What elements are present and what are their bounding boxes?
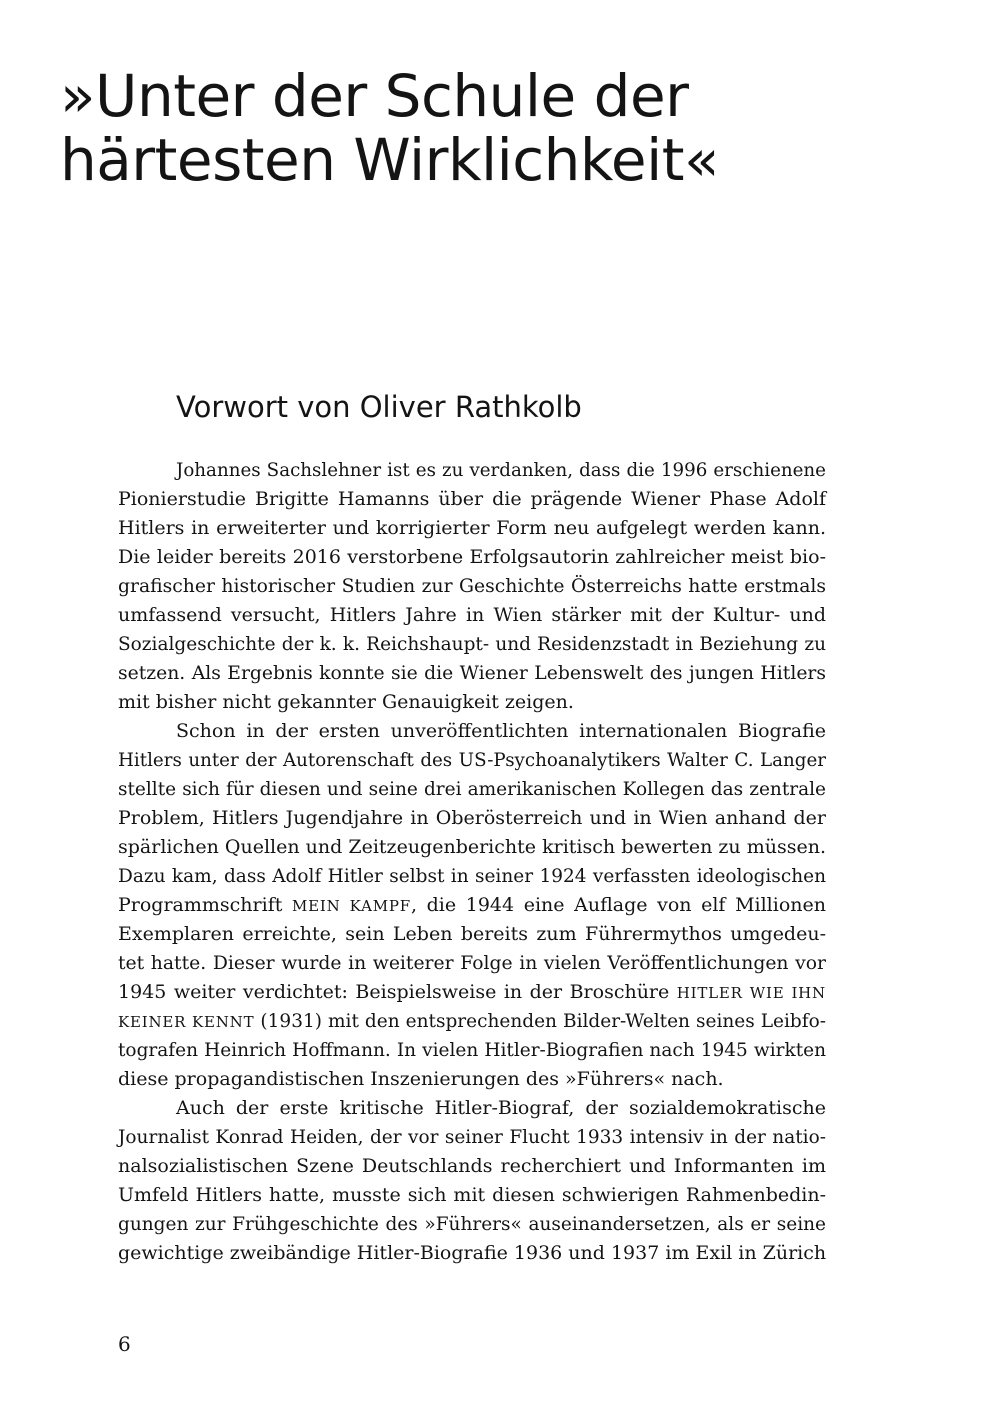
- paragraph-2: [118, 717, 826, 1094]
- text-line: Sozialgeschichte der k. k. Reichshaupt- und Residenzstadt in Beziehung zu: [118, 634, 826, 655]
- text-line: Exemplaren erreichte, sein Leben bereits zum Führermythos umgedeu-: [118, 923, 826, 945]
- text-line: spärlichen Quellen und Zeitzeugenberichte kritisch bewerten zu müssen.: [118, 836, 826, 858]
- text-line: Hitlers in erweiterter und korrigierter Form neu aufgelegt werden kann.: [118, 517, 826, 539]
- text-line: Johannes Sachslehner ist es zu verdanken, dass die 1996 erschienene: [176, 460, 826, 481]
- text-line: Pionierstudie Brigitte Hamanns über die prägende Wiener Phase Adolf: [118, 488, 826, 510]
- text-line: setzen. Als Ergebnis konnte sie die Wiener Lebenswelt des jungen Hitlers: [118, 663, 826, 684]
- text-line: stellte sich für diesen und seine drei amerikanischen Kollegen das zentrale: [118, 779, 826, 800]
- text-line: Die leider bereits 2016 verstorbene Erfolgsautorin zahlreicher meist bio-: [118, 546, 826, 568]
- text-line: gewichtige zweibändige Hitler-Biografie 1936 und 1937 im Exil in Zürich: [118, 1242, 827, 1264]
- text-line: Hitlers unter der Autorenschaft des US-Psychoanalytikers Walter C. Langer: [118, 750, 826, 771]
- text-line: Auch der erste kritische Hitler-Biograf, der sozialdemokratische: [176, 1097, 826, 1119]
- text-line: [118, 1007, 826, 1036]
- text-line: gungen zur Frühgeschichte des »Führers« auseinandersetzen, als er seine: [118, 1214, 826, 1235]
- paragraph-3: [118, 1094, 826, 1268]
- text-line: tografen Heinrich Hoffmann. In vielen Hitler-Biografien nach 1945 wirkten: [118, 1040, 826, 1061]
- text-line: Problem, Hitlers Jugendjahre in Oberösterreich und in Wien anhand der: [118, 807, 826, 829]
- text-segment: , die 1944 eine Auflage von elf Millionen: [410, 894, 826, 916]
- text-line: grafischer historischer Studien zur Geschichte Österreichs hatte erstmals: [118, 576, 826, 597]
- brochure-title: KEINER KENNT: [118, 1013, 255, 1031]
- page-number: 6: [118, 1332, 131, 1356]
- text-segment: 1945 weiter verdichtet: Beispielsweise in der Broschüre: [118, 981, 677, 1003]
- body-text: [118, 456, 826, 1268]
- text-line: Umfeld Hitlers hatte, musste sich mit diesen schwierigen Rahmenbedin-: [118, 1184, 826, 1206]
- text-segment: Programmschrift: [118, 894, 292, 916]
- book-title-mein-kampf: MEIN KAMPF: [291, 897, 411, 915]
- text-line: Journalist Konrad Heiden, der vor seiner Flucht 1933 intensiv in der natio-: [118, 1127, 826, 1148]
- text-line: diese propagandistischen Inszenierungen des »Führers« nach.: [118, 1068, 724, 1090]
- text-line: umfassend versucht, Hitlers Jahre in Wien stärker mit der Kultur- und: [118, 604, 826, 626]
- text-line: tet hatte. Dieser wurde in weiterer Folge in vielen Veröffentlichungen vor: [118, 953, 826, 974]
- brochure-title: HITLER WIE IHN: [676, 984, 826, 1002]
- chapter-title: [60, 64, 960, 192]
- text-line: [118, 978, 826, 1007]
- paragraph-1: [118, 456, 826, 717]
- text-line: nalsozialistischen Szene Deutschlands recherchiert und Informanten im: [118, 1155, 826, 1177]
- text-line: Dazu kam, dass Adolf Hitler selbst in seiner 1924 verfassten ideologischen: [118, 866, 826, 887]
- foreword-subtitle: Vorwort von Oliver Rathkolb: [176, 390, 582, 424]
- chapter-title-line: härtesten Wirklichkeit«: [60, 126, 719, 194]
- text-segment: (1931) mit den entsprechenden Bilder-Welten seines Leibfo-: [254, 1011, 826, 1032]
- text-line: Schon in der ersten unveröffentlichten internationalen Biografie: [176, 720, 826, 742]
- text-line: mit bisher nicht gekannter Genauigkeit zeigen.: [118, 691, 574, 713]
- chapter-title-line: »Unter der Schule der: [60, 62, 689, 130]
- text-line: [118, 891, 826, 920]
